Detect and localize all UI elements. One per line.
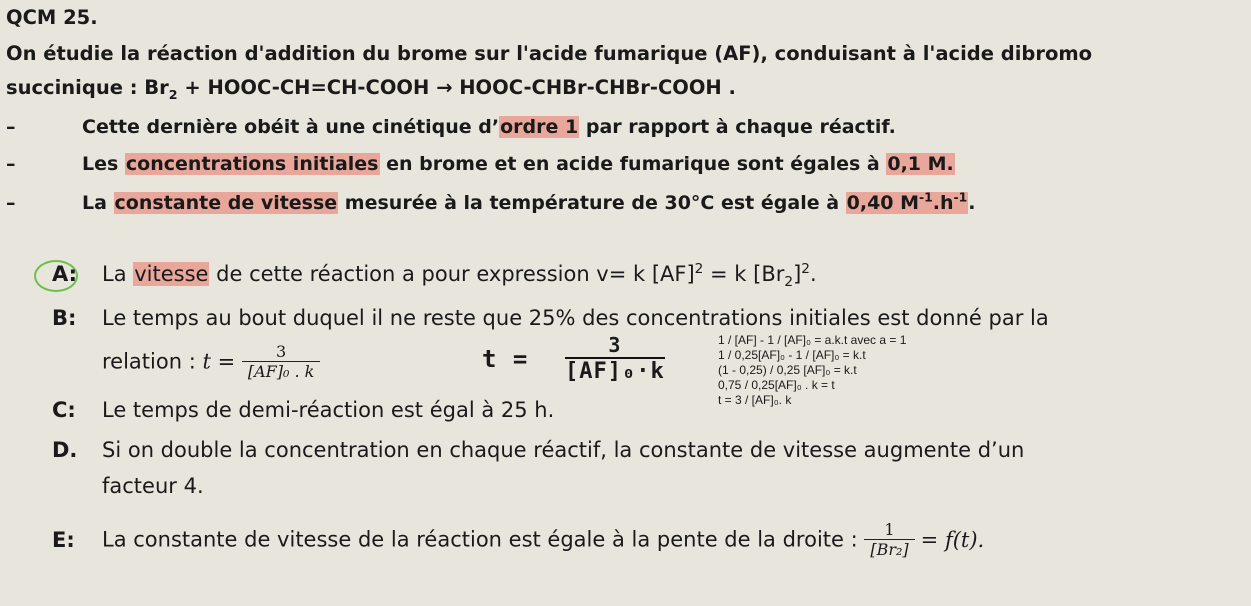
formula-e: $\frac{1}{\text{[Br₂]}}$ xyxy=(864,520,914,559)
highlight-rate-value: 0,40 $M^{-1}.h^{-1}$ xyxy=(846,190,968,214)
bullet-1: – Cette dernière obéit à une cinétique d’ordre 1 par rapport à chaque réactif. xyxy=(6,116,896,138)
highlight-concentration-value: 0,1 M. xyxy=(887,153,954,175)
highlight-ordre: ordre 1 xyxy=(500,116,579,138)
option-a[interactable]: A: La vitesse de cette réaction a pour expression v= k [AF]$^2$ = k $[Br_2]^2$. xyxy=(52,261,817,291)
option-b-relation: relation : t = $\frac{3}{\text{[AF]₀ . k}}$ xyxy=(102,342,320,381)
handwritten-fraction: 3 [AF]₀·k xyxy=(565,333,665,384)
highlight-constante: constante de vitesse xyxy=(114,192,338,214)
option-b[interactable]: B: Le temps au bout duquel il ne reste que 25% des concentrations initiales est donné par la xyxy=(52,306,1049,330)
statement-line-1: On étudie la réaction d'addition du brome sur l'acide fumarique (AF), conduisant à l'acide dibromo xyxy=(6,42,1093,65)
handwritten-t-equals: t = xyxy=(482,345,529,373)
statement-line-2: succinique : $Br_2$ + HOOC-CH=CH-COOH → HOOC-CHBr-CHBr-COOH . xyxy=(6,76,736,102)
calculation-notes: 1 / [AF] - 1 / [AF]₀ = a.k.t avec a = 1 1 / 0,25[AF]₀ - 1 / [AF]₀ = k.t (1 - 0,25) / 0,25 [AF]₀ = k.t 0,75 / 0,25[AF]₀ . k = t t = 3 / [AF]₀. k xyxy=(718,333,907,407)
option-e[interactable]: E: La constante de vitesse de la réaction est égale à la pente de la droite : $\frac{1}{\text{[Br₂]}}$ = f(t). xyxy=(52,520,985,559)
highlight-vitesse: vitesse xyxy=(134,262,209,286)
bullet-2: – Les concentrations initiales en brome et en acide fumarique sont égales à 0,1 M. xyxy=(6,153,954,175)
highlight-concentrations: concentrations initiales xyxy=(125,153,379,175)
option-d-line-2: facteur 4. xyxy=(102,474,204,498)
option-d[interactable]: D. Si on double la concentration en chaque réactif, la constante de vitesse augmente d’un xyxy=(52,438,1025,462)
formula-b: $\frac{3}{\text{[AF]₀ . k}}$ xyxy=(242,342,321,381)
question-title: QCM 25. xyxy=(6,6,98,29)
bullet-3: – La constante de vitesse mesurée à la température de 30°C est égale à 0,40 $M^{-1}.h^{-1}$. xyxy=(6,190,976,214)
option-c[interactable]: C: Le temps de demi-réaction est égal à 25 h. xyxy=(52,398,555,422)
